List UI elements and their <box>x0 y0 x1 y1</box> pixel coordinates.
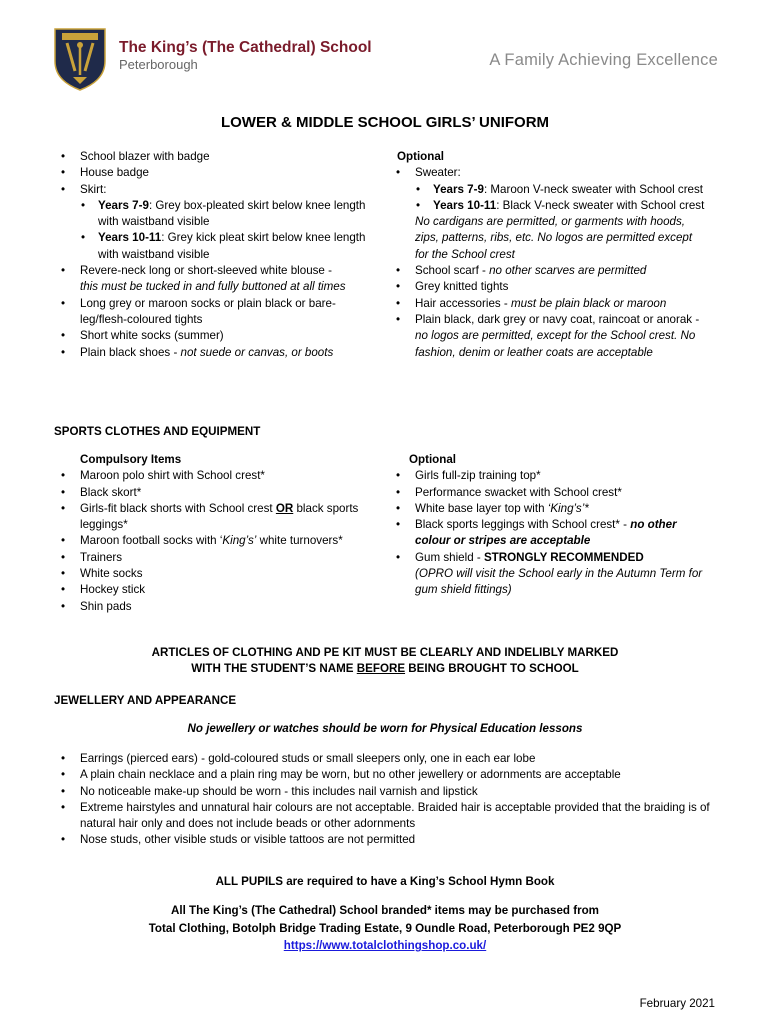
list-item: • Earrings (pierced ears) - gold-coloured studs or small sleepers only, one in each ear lobe <box>54 751 724 767</box>
sports-optional-heading: Optional <box>409 453 457 466</box>
list-item: • White base layer top with ‘King’s’* <box>389 501 719 517</box>
list-item: • Gum shield - STRONGLY RECOMMENDED (OPRO will visit the School early in the Autumn Term for gum shield fittings) <box>389 550 719 599</box>
supplier-link-wrap <box>0 938 770 954</box>
list-item: • Black skort* <box>54 485 364 501</box>
list-item: • Girls full-zip training top* <box>389 468 719 484</box>
list-item: • A plain chain necklace and a plain ring may be worn, but no other jewellery or adornments are acceptable <box>54 767 724 783</box>
list-item: • No noticeable make-up should be worn - this includes nail varnish and lipstick <box>54 784 724 800</box>
list-item: • House badge <box>54 165 389 181</box>
list-item: • White socks <box>54 566 364 582</box>
jewellery-heading: JEWELLERY AND APPEARANCE <box>54 694 237 707</box>
list-item: No cardigans are permitted, or garments with hoods, zips, patterns, ribs, etc. No logos are permitted except for the School crest <box>415 215 693 261</box>
list-item: • Years 7-9: Grey box-pleated skirt below knee length with waistband visible <box>54 198 389 231</box>
list-item: • Grey knitted tights <box>389 279 719 295</box>
school-name: The King’s (The Cathedral) School <box>119 39 372 56</box>
list-item: • Performance swacket with School crest* <box>389 485 719 501</box>
list-item: • Plain black, dark grey or navy coat, raincoat or anorak - no logos are permitted, except for the School crest. No fashion, denim or leather coats are acceptable <box>389 312 719 361</box>
compulsory-heading: Compulsory Items <box>80 453 182 466</box>
list-item: • Trainers <box>54 550 364 566</box>
list-item: • Plain black shoes - not suede or canvas, or boots <box>54 345 389 361</box>
hymn-book-notice: ALL PUPILS are required to have a King’s School Hymn Book <box>215 875 555 888</box>
page-title: LOWER & MIDDLE SCHOOL GIRLS’ UNIFORM <box>220 114 550 131</box>
school-location: Peterborough <box>119 57 198 72</box>
list-item: • Black sports leggings with School crest* - no other colour or stripes are acceptable <box>389 517 719 550</box>
supplier-website-link[interactable]: https://www.totalclothingshop.co.uk/ <box>283 939 487 952</box>
list-item: • Sweater: <box>389 165 719 181</box>
list-item: • Maroon football socks with ‘King’s’ white turnovers* <box>54 533 364 549</box>
list-item: • Skirt: <box>54 182 389 198</box>
marking-notice: ARTICLES OF CLOTHING AND PE KIT MUST BE CLEARLY AND INDELIBLY MARKED WITH THE STUDENT’S NAME BEFORE BEING BROUGHT TO SCHOOL <box>151 646 619 676</box>
document-date: February 2021 <box>639 997 715 1010</box>
sports-compulsory-list <box>54 452 364 615</box>
list-item: • Years 10-11: Black V-neck sweater with School crest <box>389 198 719 214</box>
school-tagline: A Family Achieving Excellence <box>489 51 718 69</box>
school-crest-logo <box>53 27 107 91</box>
sports-heading: SPORTS CLOTHES AND EQUIPMENT <box>54 425 261 438</box>
list-item: • Hockey stick <box>54 582 364 598</box>
list-item: • Revere-neck long or short-sleeved white blouse - this must be tucked in and fully buttoned at all times <box>54 263 389 296</box>
list-item: • Extreme hairstyles and unnatural hair colours are not acceptable. Braided hair is acceptable provided that the braiding is of natural hair only and does not include beads or other adornments <box>54 800 724 833</box>
list-item: • Nose studs, other visible studs or visible tattoos are not permitted <box>54 832 724 848</box>
list-item: • Girls-fit black shorts with School crest OR black sports leggings* <box>54 501 364 534</box>
sports-optional-list <box>389 452 719 599</box>
list-item: • Shin pads <box>54 599 364 615</box>
list-item: • School blazer with badge <box>54 149 389 165</box>
jewellery-pe-note: No jewellery or watches should be worn for Physical Education lessons <box>187 722 583 735</box>
list-item: • Years 10-11: Grey kick pleat skirt below knee length with waistband visible <box>54 230 389 263</box>
jewellery-list <box>54 751 724 849</box>
uniform-list-left <box>54 149 389 361</box>
optional-heading: Optional <box>397 150 445 163</box>
uniform-list-optional <box>389 149 719 361</box>
list-item: • School scarf - no other scarves are permitted <box>389 263 719 279</box>
supplier-info: All The King’s (The Cathedral) School branded* items may be purchased from Total Clothing, Botolph Bridge Trading Estate, 9 Oundle Road, Peterborough PE2 9QP <box>148 904 622 936</box>
list-item: • Maroon polo shirt with School crest* <box>54 468 364 484</box>
list-item: • Hair accessories - must be plain black or maroon <box>389 296 719 312</box>
list-item: • Long grey or maroon socks or plain black or bare-leg/flesh-coloured tights <box>54 296 389 329</box>
list-item: • Years 7-9: Maroon V-neck sweater with School crest <box>389 182 719 198</box>
list-item: • Short white socks (summer) <box>54 328 389 344</box>
